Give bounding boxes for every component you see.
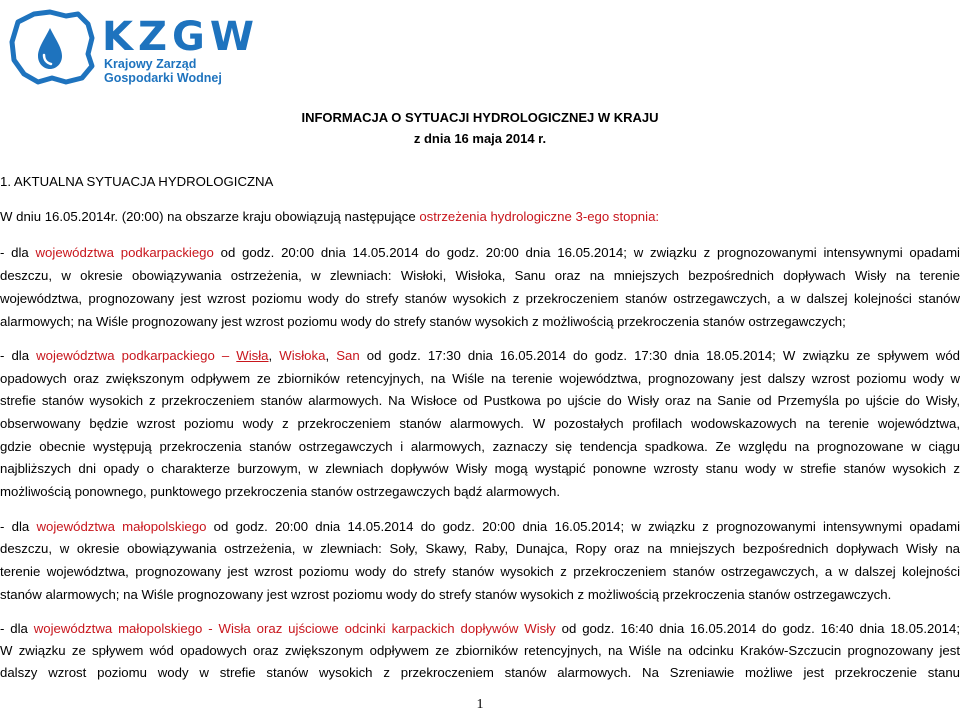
- paragraph-text: od godz. 17:30 dnia 16.05.2014 do godz. 17:30 dnia 18.05.2014; W związku ze spływem wód: [359, 348, 960, 363]
- paragraph-line: [0, 484, 560, 499]
- document-date: z dnia 16 maja 2014 r.: [413, 131, 547, 146]
- highlighted-text: Wisłoka: [279, 348, 326, 363]
- paragraph-line: [0, 314, 846, 329]
- paragraph-line: [0, 268, 960, 283]
- paragraph-text: terenie województwa, prognozowany jest wzrost poziomu wody do strefy stanów wysokich z przekroczeniem stanów ostrzegawczych, a w dalszej kolejności: [0, 564, 960, 579]
- paragraph-line: [0, 621, 960, 636]
- highlighted-text: województwa małopolskiego: [36, 519, 207, 534]
- paragraph-text: - dla: [0, 621, 34, 636]
- paragraph-line: [0, 643, 960, 658]
- paragraph-text: alarmowych; na Wiśle prognozowany jest wzrost poziomu wody do strefy stanów wysokich z możliwością przekroczenia stanów ostrzegawczych;: [0, 314, 846, 329]
- paragraph-text: od godz. 20:00 dnia 14.05.2014 do godz. 20:00 dnia 16.05.2014; w związku z prognozowanymi intensywnymi opadami: [206, 519, 960, 534]
- paragraph-text: opadowych oraz zwiększonym odpływem ze zbiorników retencyjnych, na Wiśle na terenie województwa, prognozowany jest dalszy wzrost poziomu wody w: [0, 371, 960, 386]
- paragraph-text: - dla: [0, 348, 37, 363]
- highlighted-text: San: [336, 348, 360, 363]
- logo-subtitle-line: Krajowy Zarząd: [104, 57, 197, 71]
- highlighted-text: województwa podkarpackiego: [35, 245, 214, 260]
- paragraph-text: najbliższych dni opady o charakterze burzowym, w zlewniach dopływów Wisły mogą wystąpić ponowne wzrosty stanu wody w strefie stanów wysokich z: [0, 461, 960, 476]
- paragraph-line: [0, 439, 960, 454]
- paragraph-line: [0, 541, 960, 556]
- intro-text: W dniu 16.05.2014r. (20:00) na obszarze kraju obowiązują następujące: [0, 209, 420, 224]
- paragraph-text: - dla: [0, 245, 36, 260]
- highlighted-text: Wisła: [236, 348, 269, 363]
- paragraph-text: ,: [325, 348, 337, 363]
- paragraph-line: [0, 564, 960, 579]
- paragraph-line: [0, 245, 960, 260]
- paragraph-line: [0, 393, 960, 408]
- paragraph-text: deszczu, w okresie obowiązywania ostrzeżenia, w zlewniach: Soły, Skawy, Raby, Dunajca, Ropy oraz na mniejszych bezpośrednich dopływach Wisły na: [0, 541, 960, 556]
- paragraph-text: od godz. 20:00 dnia 14.05.2014 do godz. 20:00 dnia 16.05.2014; w związku z prognozowanymi intensywnymi opadami: [213, 245, 960, 260]
- paragraph-line: [0, 416, 960, 431]
- paragraph-line: [0, 519, 960, 534]
- logo-wordmark: KZGW: [102, 14, 259, 60]
- paragraph-text: obserwowany będzie wzrost poziomu wody z przekroczeniem stanów alarmowych. W pozostałych profilach wodowskazowych na terenie województwa,: [0, 416, 960, 431]
- paragraph-text: ,: [268, 348, 280, 363]
- highlighted-text: województwa małopolskiego - Wisła oraz ujściowe odcinki karpackich dopływów Wisły: [33, 621, 556, 636]
- section-heading: 1. AKTUALNA SYTUACJA HYDROLOGICZNA: [0, 174, 274, 189]
- kzgw-logo: [8, 8, 259, 88]
- logo-subtitle-line: Gospodarki Wodnej: [104, 70, 222, 85]
- highlighted-text: –: [221, 348, 230, 363]
- highlighted-text: województwa podkarpackiego: [36, 348, 215, 363]
- paragraph-text: możliwością ponownego, punktowego przekroczenia stanów ostrzegawczych bądź alarmowych.: [0, 484, 561, 499]
- paragraph-line: [0, 461, 960, 476]
- logo-subtitle: [104, 58, 222, 85]
- paragraph-text: [215, 348, 222, 363]
- paragraph-line: [0, 371, 960, 386]
- paragraph-text: od godz. 16:40 dnia 16.05.2014 do godz. 16:40 dnia 18.05.2014;: [555, 621, 960, 636]
- page-number: 1: [476, 697, 484, 712]
- paragraph-line: [0, 348, 960, 363]
- paragraph-text: - dla: [0, 519, 37, 534]
- poland-map-drop-icon: [8, 8, 96, 86]
- paragraph-text: gdzie obecnie występują przekroczenia stanów ostrzegawczych i alarmowych, zaznaczy się tendencja spadkowa. Ze względu na prognozowane w ciągu: [0, 439, 960, 454]
- paragraph-line: [0, 665, 960, 680]
- paragraph-text: deszczu, w okresie obowiązywania ostrzeżenia, w zlewniach: Wisłoki, Wisłoka, Sanu oraz na mniejszych bezpośrednich dopływach Wisły na terenie: [0, 268, 960, 283]
- paragraph-text: stanów alarmowych; na Wiśle prognozowany jest wzrost poziomu wody do strefy stanów wysokich z możliwością przekroczenia stanów ostrzegawczych.: [0, 587, 892, 602]
- document-title: INFORMACJA O SYTUACJI HYDROLOGICZNEJ W KRAJU: [301, 110, 659, 125]
- paragraph-line: [0, 291, 960, 306]
- paragraph-line: [0, 587, 891, 602]
- paragraph-text: W związku ze spływem wód opadowych oraz zwiększonym odpływem ze zbiorników retencyjnych, na Wiśle na odcinku Kraków-Szczucin prognozowany jest: [0, 643, 960, 658]
- intro-line: [0, 209, 659, 224]
- warning-label: ostrzeżenia hydrologiczne 3-ego stopnia:: [419, 209, 660, 224]
- paragraph-text: strefie stanów wysokich z przekroczeniem stanów alarmowych. Na Wisłoce od Pustkowa po ujście do Wisły oraz na Sanie od Przemyśla po ujście do Wisły,: [0, 393, 960, 408]
- paragraph-text: dalszy wzrost poziomu wody w strefie stanów wysokich z przekroczeniem stanów alarmowych. Na Szreniawie możliwe jest przekroczenie stanu: [0, 665, 960, 680]
- paragraph-text: województwa, prognozowany jest wzrost poziomu wody do strefy stanów wysokich z przekroczeniem stanów ostrzegawczych, a w dalszej kolejności stanów: [0, 291, 960, 306]
